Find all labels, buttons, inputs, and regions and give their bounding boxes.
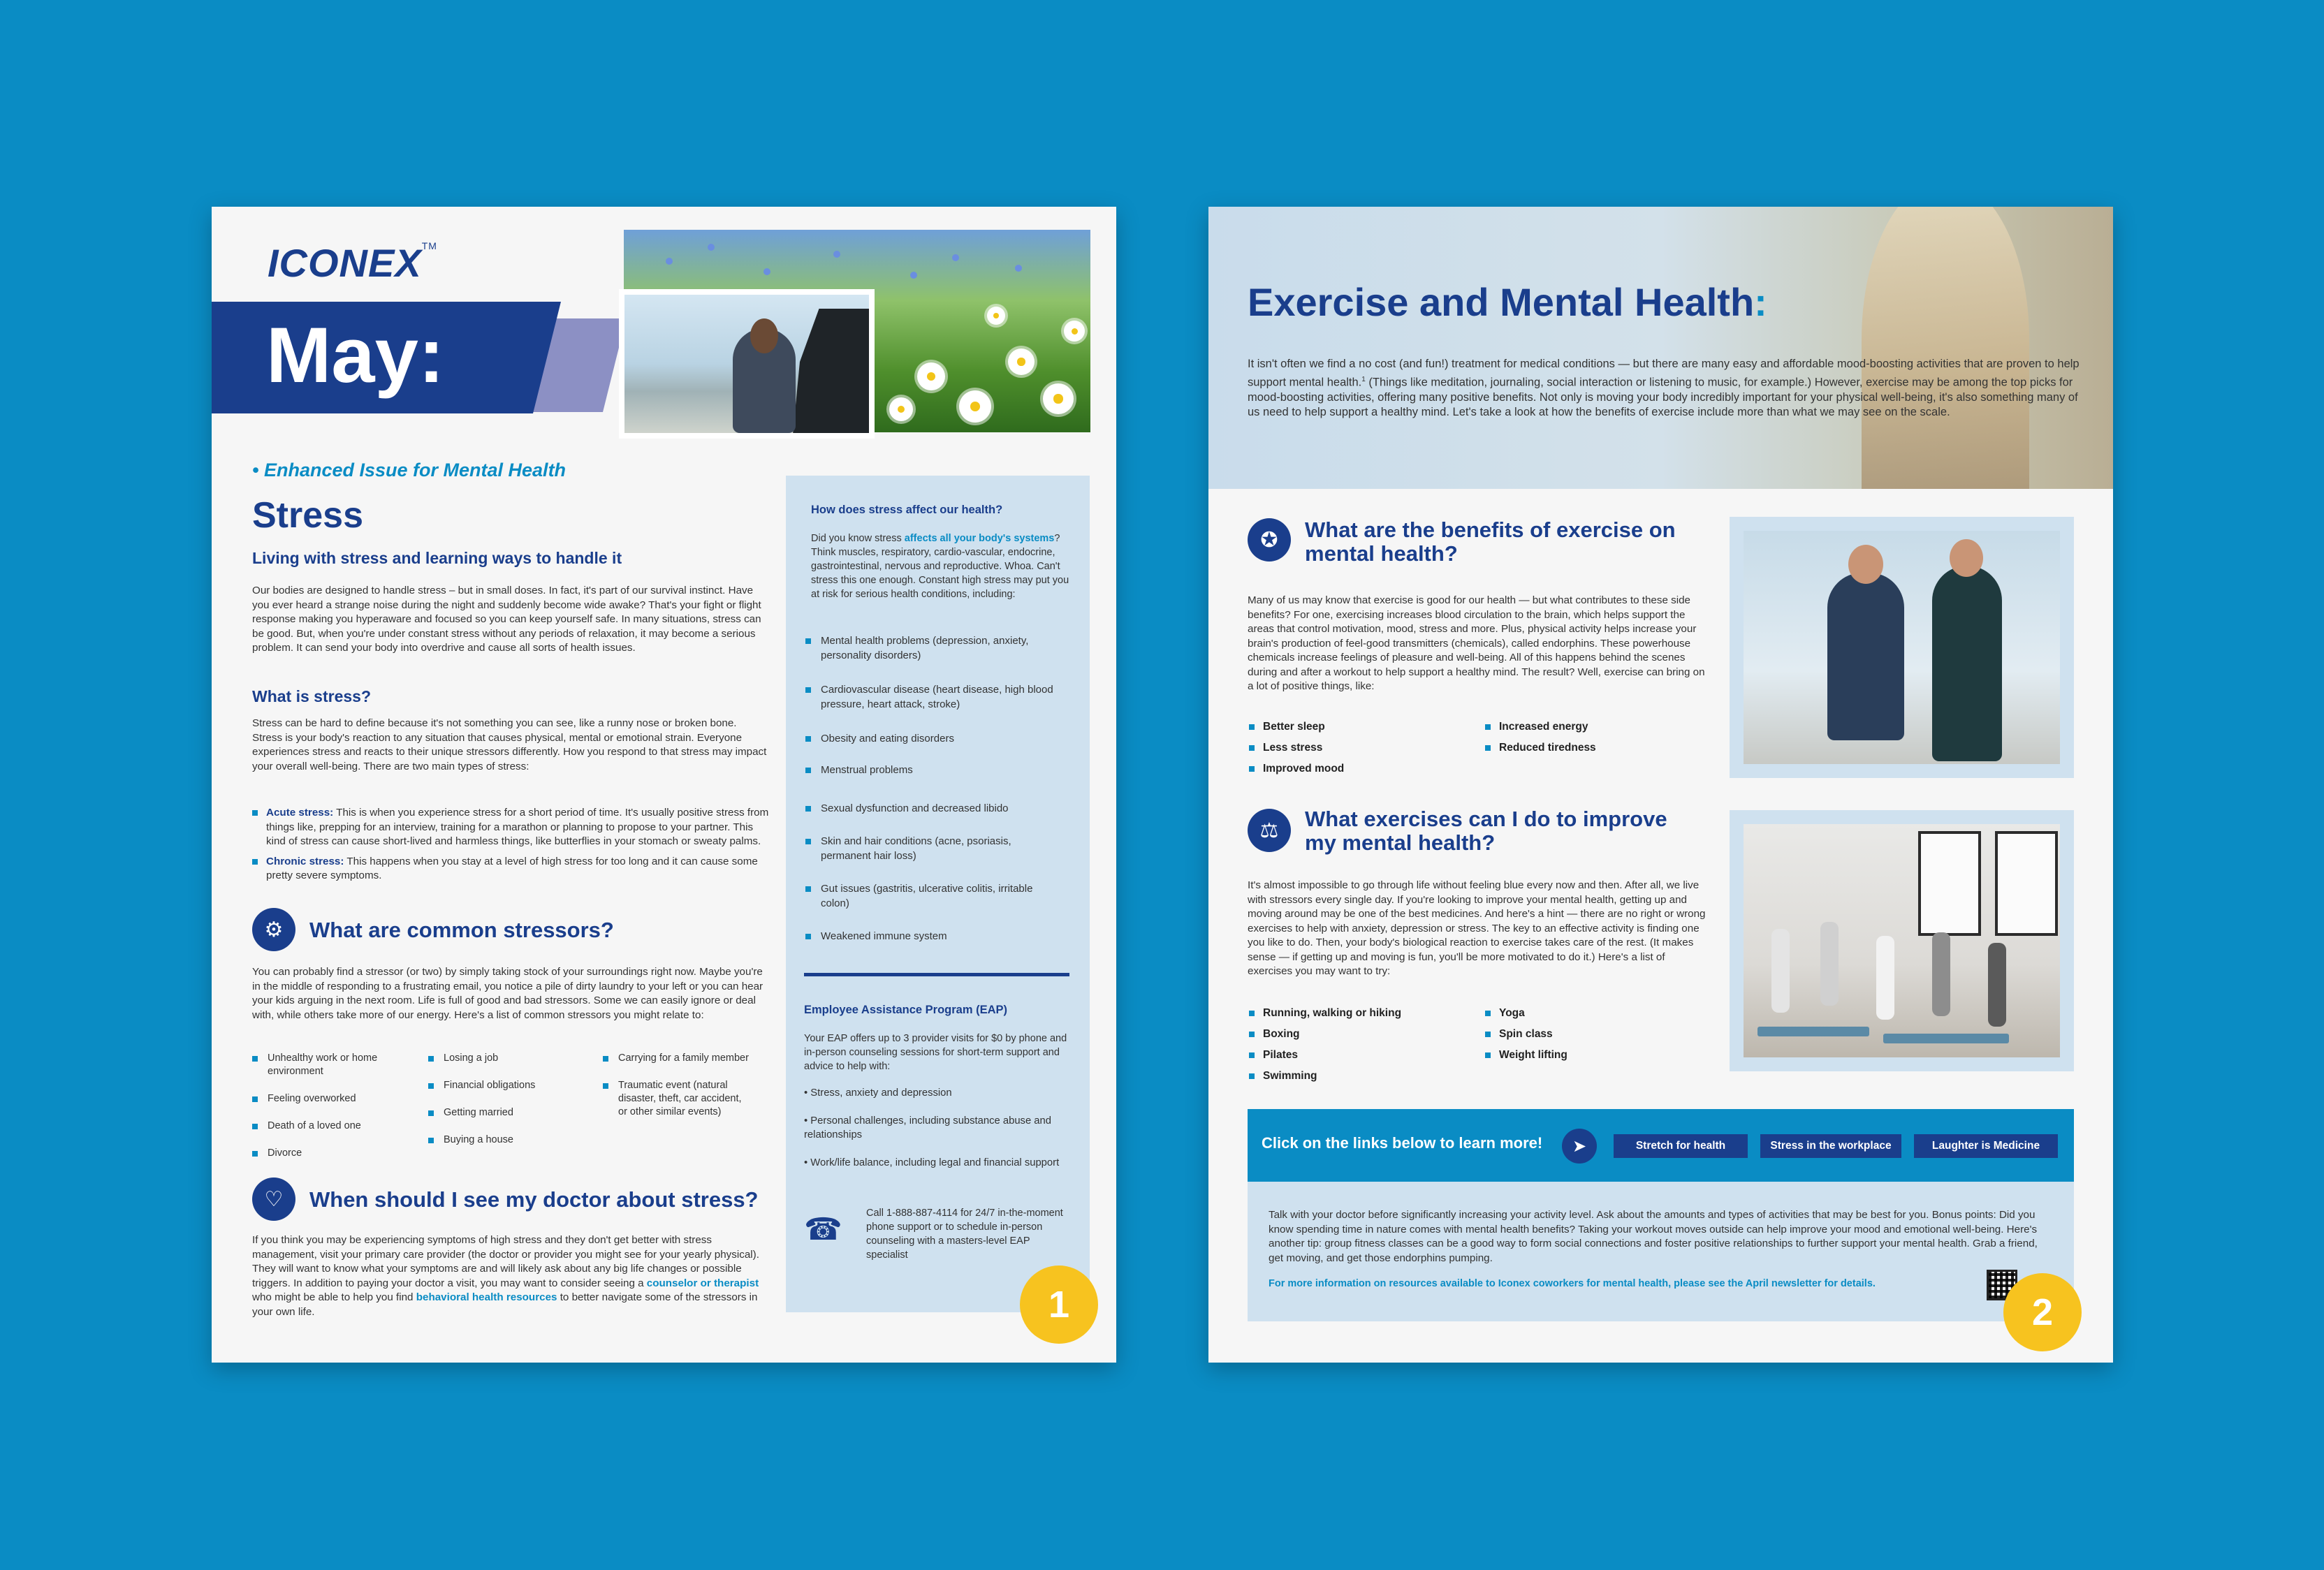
list-item: Buying a house (428, 1134, 596, 1147)
list-item: Increased energy (1484, 717, 1707, 738)
phone-icon: ☎ (804, 1212, 842, 1247)
list-item: Carrying for a family member (603, 1052, 753, 1065)
see-doctor-text: If you think you may be experiencing symptoms of high stress and they don't get better with stress management, visit your primary care provider (the doctor or provider you might see for your yearly physical). They will want to know what your symptoms are and will likely ask about any big life changes or possible triggers. In addition to paying your doctor a visit, you may want to consider seeing a counselor or therapist who might be able to help you find behavioral health resources to better navigate some of the stressors in your own life. (252, 1234, 759, 1318)
what-is-stress-text: Stress can be hard to define because it's not something you can see, like a runny nose or broken bone. Stress is your body's reaction to any situation that causes physical, mental or emotional strain. Everyone experiences stress and reacts to their unique stressors differently. How you respond to that stress may impact your overall well-being. There are two main types of stress: (252, 717, 767, 772)
stressors-column-3 (603, 1052, 753, 1119)
sidebar-divider (804, 973, 1069, 976)
sidebar-intro: Did you know stress affects all your body's systems? Think muscles, respiratory, cardio-vascular, endocrine, gastrointestinal, nervous and reproductive. Whoa. Can't stress this one enough. Constant high stress may put you at risk for serious health conditions, including: (811, 533, 1069, 600)
stress-title: Stress (252, 495, 363, 536)
page-number-badge: 1 (1020, 1265, 1098, 1344)
list-item: Pilates (1248, 1045, 1471, 1066)
benefits-list-1 (1248, 717, 1471, 779)
exercise-intro: It isn't often we find a no cost (and fun!) treatment for medical conditions — but there are many easy and affordable mood-boosting activities that are proven to help support mental health.$^1$ (Things like meditation, journaling, social interaction or listening to music, for example.) However, exercise may be among the top picks for mood-boosting activities, offering many positive benefits. Not only is moving your body incredibly important for your physical well-being, it's also something many of us need to help support a healthy mind. Let's take a look at how the benefits of exercise include more than what we may see on the scale. (1248, 358, 2080, 418)
list-item: Acute stress: This is when you experience stress for a short period of time. It's usually positive stress from things like, prepping for an interview, training for a marathon or planning to propose to your partner. This kind of stress can cause short-lived and harmless things, like butterflies in your stomach or sweaty palms. (252, 806, 769, 849)
list-item: Financial obligations (428, 1079, 596, 1092)
iconex-logo: ICONEX™ (268, 240, 437, 285)
benefits-heading: What are the benefits of exercise on mental health? (1305, 518, 1676, 566)
list-item: Chronic stress: This happens when you stay at a level of high stress for too long and it can cause some pretty severe symptoms. (252, 855, 769, 883)
brain-heart-icon: ♡ (252, 1178, 295, 1221)
list-item: Traumatic event (natural disaster, theft, car accident, or other similar events) (603, 1079, 753, 1119)
list-item: Losing a job (428, 1052, 596, 1065)
common-stressors-text: You can probably find a stressor (or two) by simply taking stock of your surroundings right now. Maybe you're in the middle of responding to a frustrating email, you notice a pile of dirty laundry to your left or you can hear your kids arguing in the next room. Life is full of good and bad stressors. Some we can easily ignore or deal with, while others take more of our energy. Here's a list of common stressors you might relate to: (252, 966, 763, 1021)
eap-text: Your EAP offers up to 3 provider visits for $0 by phone and in-person counseling sessions for short-term support and advice to help with: (804, 1033, 1067, 1072)
list-item: Running, walking or hiking (1248, 1003, 1471, 1024)
list-item: Death of a loved one (252, 1120, 420, 1133)
list-item: • Personal challenges, including substance abuse and relationships (804, 1115, 1051, 1140)
benefits-list-2 (1484, 717, 1707, 758)
list-item: • Stress, anxiety and depression (804, 1087, 952, 1099)
list-item: Boxing (1248, 1024, 1471, 1045)
woman-by-car-photo (619, 289, 875, 439)
list-item: Obesity and eating disorders (804, 731, 1062, 746)
stress-health-sidebar (786, 476, 1090, 1312)
health-conditions-list (804, 633, 1062, 944)
list-item: Reduced tiredness (1484, 738, 1707, 758)
eap-call-text: Call 1-888-887-4114 for 24/7 in-the-moment phone support or to schedule in-person counseling with a masters-level EAP specialist (866, 1208, 1063, 1261)
cta-text: Click on the links below to learn more! (1262, 1134, 1543, 1152)
eap-heading: Employee Assistance Program (EAP) (804, 1004, 1007, 1016)
stress-subtitle: Living with stress and learning ways to handle it (252, 549, 622, 567)
common-stressors-heading: What are common stressors? (309, 918, 614, 942)
list-item: Improved mood (1248, 758, 1471, 779)
newsletter-page-1 (212, 207, 1116, 1363)
cursor-icon: ➤ (1562, 1129, 1597, 1164)
list-item: Feeling overworked (252, 1092, 420, 1106)
stress-types-list (252, 806, 769, 889)
list-item: Spin class (1484, 1024, 1707, 1045)
doctor-advice-text: Talk with your doctor before significantly increasing your activity level. Ask about the amounts and types of activities that may be best for you. Bonus points: Did you know spending time in nature comes with mental health benefits? Taking your workout moves outside can help improve your mood and emotional well-being. Here's another tip: group fitness classes can be a good way to form social connections and foster positive relationships to further support your mental health. Grab a friend, get moving, and get those endorphins pumping. (1269, 1209, 2038, 1264)
list-item: Swimming (1248, 1066, 1471, 1087)
see-doctor-heading: When should I see my doctor about stress? (309, 1187, 759, 1212)
what-is-stress-heading: What is stress? (252, 687, 371, 705)
exercises-list-2 (1484, 1003, 1707, 1066)
list-item: Menstrual problems (804, 763, 1062, 777)
list-item: Skin and hair conditions (acne, psoriasis, permanent hair loss) (804, 834, 1062, 863)
award-ribbon-icon: ✪ (1248, 518, 1291, 562)
list-item: Gut issues (gastritis, ulcerative colitis, irritable colon) (804, 881, 1062, 911)
exercises-heading: What exercises can I do to improve my mental health? (1305, 807, 1667, 855)
counselor-link[interactable]: counselor or therapist (646, 1277, 759, 1289)
stressors-column-1 (252, 1052, 420, 1160)
stretching-couple-photo (1730, 517, 2074, 778)
exercises-text: It's almost impossible to go through life without feeling blue every now and then. After all, we live with stressors every single day. If you're looking to improve your mental health, getting up and moving around may be one of the best medicines. And here's a hint — there are no right or wrong exercises to help with anxiety, depression or stress. The key to an effective activity is finding one you like to do. Then, your body's biological reaction to exercise takes care of the rest. (It makes sense — if getting up and moving is fun, you'll be more motivated to do it.) Here's a list of exercises you may want to try: (1248, 879, 1706, 977)
stress-in-workplace-link[interactable]: Stress in the workplace (1760, 1134, 1901, 1158)
stressors-column-2 (428, 1052, 596, 1147)
exercises-list-1 (1248, 1003, 1471, 1087)
yoga-class-photo (1730, 810, 2074, 1071)
newsletter-page-2 (1208, 207, 2113, 1363)
doctor-info-box (1248, 1182, 2074, 1321)
head-gear-icon: ⚙ (252, 908, 295, 951)
dumbbell-icon: ⚖ (1248, 809, 1291, 852)
exercise-title: Exercise and Mental Health: (1248, 280, 1767, 324)
list-item: Unhealthy work or home environment (252, 1052, 420, 1078)
page-number-badge: 2 (2003, 1273, 2082, 1351)
list-item: Yoga (1484, 1003, 1707, 1024)
links-cta-bar (1248, 1109, 2074, 1182)
benefits-text: Many of us may know that exercise is good for our health — but what contributes to these side benefits? For one, exercising increases blood circulation to the brain, which helps support the areas that control motivation, mood, stress and more. Plus, physical activity helps increase your brain's production of feel-good transmitters (chemicals), called endorphins. These powerhouse chemicals increase feelings of pleasure and well-being. All of this happens behind the scenes during and after a workout to help support a healthy mind. The result? Well, exercise can bring on a lot of positive things, like: (1248, 594, 1705, 692)
sidebar-heading: How does stress affect our health? (811, 504, 1003, 516)
list-item: Weakened immune system (804, 929, 1062, 944)
eap-list (804, 1086, 1062, 1170)
header-hero-image (1208, 207, 2113, 489)
month-title: May: (266, 311, 445, 399)
laughter-is-medicine-link[interactable]: Laughter is Medicine (1914, 1134, 2058, 1158)
list-item: Getting married (428, 1106, 596, 1120)
list-item: • Work/life balance, including legal and financial support (804, 1157, 1060, 1168)
body-systems-link[interactable]: affects all your body's systems (904, 533, 1055, 544)
behavioral-health-link[interactable]: behavioral health resources (416, 1291, 557, 1303)
list-item: Weight lifting (1484, 1045, 1707, 1066)
list-item: Cardiovascular disease (heart disease, high blood pressure, heart attack, stroke) (804, 682, 1062, 712)
list-item: Mental health problems (depression, anxiety, personality disorders) (804, 633, 1062, 663)
list-item: Less stress (1248, 738, 1471, 758)
stretch-for-health-link[interactable]: Stretch for health (1614, 1134, 1748, 1158)
list-item: Divorce (252, 1147, 420, 1160)
resources-note[interactable]: For more information on resources available to Iconex coworkers for mental health, please see the April newsletter for details. (1269, 1278, 1876, 1289)
list-item: Better sleep (1248, 717, 1471, 738)
stress-intro: Our bodies are designed to handle stress – but in small doses. In fact, it's part of our survival instinct. Have you ever heard a strange noise during the night and suddenly become wide awake? That's your fight or flight response making you hyperaware and focused so you can keep yourself safe. In many situations, stress can be good. But, when you're under constant stress without any periods of relaxation, it may become a serious problem. It can send your body into overdrive and cause all sorts of health issues. (252, 585, 761, 654)
list-item: Sexual dysfunction and decreased libido (804, 801, 1062, 816)
issue-tag: • Enhanced Issue for Mental Health (252, 460, 567, 480)
